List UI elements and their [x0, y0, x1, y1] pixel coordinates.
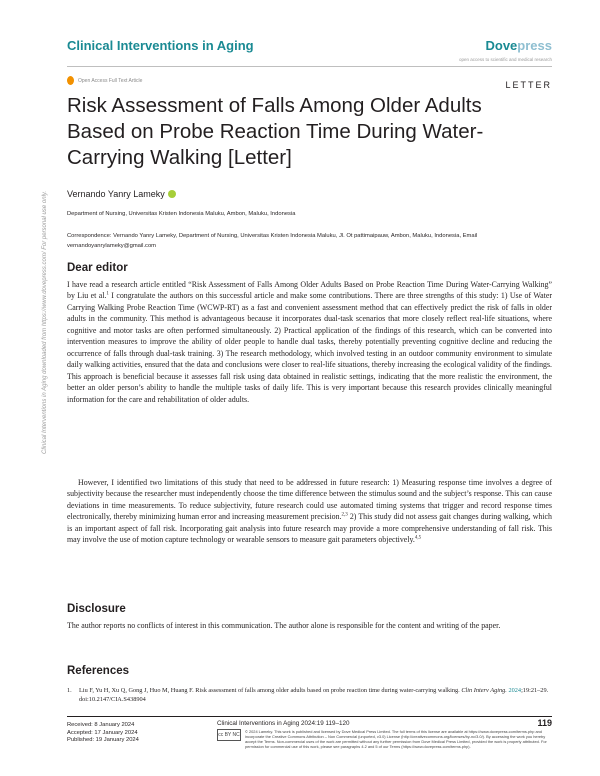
- author-line: [67, 189, 176, 199]
- published-date: Published: 19 January 2024: [67, 737, 139, 743]
- article-type: LETTER: [505, 80, 552, 90]
- p1-text-a: I have read a research article entitled “Risk Assessment of Falls Among Older Adults Based on Probe Reaction Time During Water-Carrying Walking” by Liu et al.: [67, 280, 552, 301]
- disclosure-paragraph: The author reports no conflicts of interest in this communication. The author alone is responsible for the content and writing of the paper.: [67, 621, 501, 630]
- header-divider: [67, 66, 552, 67]
- section-heading-dear-editor: Dear editor: [67, 262, 128, 274]
- citation-4-5[interactable]: 4,5: [414, 535, 422, 541]
- publisher-logo-main: Dove: [485, 38, 518, 53]
- license-block: [217, 729, 552, 749]
- page-number: 119: [537, 718, 552, 728]
- publisher-logo[interactable]: [486, 38, 553, 53]
- publisher-logo-accent: press: [517, 38, 552, 53]
- open-access-badge: [67, 76, 142, 85]
- journal-name[interactable]: Clinical Interventions in Aging: [67, 38, 254, 53]
- section-heading-references: References: [67, 665, 130, 677]
- reference-text: [79, 686, 552, 704]
- reference-number: 1.: [67, 687, 72, 694]
- p2-text-b: 2) This study did not assess gait changes during walking, which is an important aspect of fall risk. Incorporating gait analysis into future research may provide a more comprehensive understanding of fall risk. This may involve the use of motion capture technology or wearable sensors to measure gait parameters objectively.: [67, 512, 553, 545]
- citation-2-3[interactable]: 2,3: [341, 512, 348, 518]
- reference-journal: Clin Interv Aging.: [461, 687, 507, 694]
- reference-authors-title: Liu F, Yu H, Xu Q, Gong J, Huo M, Huang F. Risk assessment of falls among older adults based on probe reaction time during water-carrying walking.: [79, 687, 460, 694]
- affiliation: Department of Nursing, Universitas Kristen Indonesia Maluku, Ambon, Maluku, Indonesia: [67, 211, 296, 217]
- open-access-label: Open Access Full Text Article: [78, 77, 143, 84]
- reference-item: [67, 686, 552, 704]
- footer-divider: [67, 716, 552, 717]
- body-paragraph-1: [67, 279, 552, 405]
- publisher-tagline: open access to scientific and medical research: [458, 57, 552, 62]
- body-paragraph-2: [67, 477, 552, 546]
- reference-link[interactable]: 2024: [508, 687, 522, 694]
- open-access-lock-icon: [67, 76, 74, 85]
- download-watermark: [28, 190, 50, 456]
- article-title: Risk Assessment of Falls Among Older Adults Based on Probe Reaction Time During Water-Carrying Walking [Letter]: [67, 94, 484, 169]
- author-name[interactable]: Vernando Yanry Lameky: [67, 189, 165, 199]
- reference-details: ;19:21–29. doi:10.2147/CIA.S438904: [79, 687, 549, 703]
- footer-journal-line: Clinical Interventions in Aging 2024:19 119–120: [217, 720, 350, 727]
- accepted-date: Accepted: 17 January 2024: [67, 729, 138, 736]
- received-date: Received: 8 January 2024: [67, 722, 135, 728]
- orcid-icon[interactable]: [168, 190, 176, 198]
- license-text: © 2024 Lameky. This work is published and licensed by Dove Medical Press Limited. The full terms of this license are available at https://www.dovepress.com/terms.php and incorporate the Creative Commons Attribution – Non Commercial (unported, v3.0) License (http://creativecommons.org/licenses/by-nc/3.0/). By accessing the work you hereby accept the Terms. Non-commercial uses of the work are permitted without any further permission from Dove Medical Press Limited, provided the work is properly attributed. For permission for commercial use of this work, please see paragraphs 4.2 and 5 of our Terms (https://www.dovepress.com/terms.php).: [245, 729, 547, 749]
- p1-text-b: I congratulate the authors on this successful article and make some contributions. There are three strengths of this study: 1) Use of Water Carrying Walking Probe Reaction Time (WCWP-RT) as a fast and convenient assessment method that can effectively predict the risk of falls in older adults in the community. This method is advantageous because it incorporates dual-task scenarios that more closely reflect real-life situations, where cognitive and motor tasks are often performed simultaneously. 2) Practical application of the findings of this research, which can be converted into intervention measures to improve the ability of older people to handle dual tasks, thereby potentially preventing cognitive decline and reducing the occurrence of falls through dual-task training. 3) The research methodology, which involved testing in an outdoor community environment to simulate daily walking activities, ensured that the data and conclusions were closer to real-life situations, thereby increasing the ecological validity of the findings. This approach is beneficial because it assesses fall risk using data obtained in realistic settings, indicating that the more realistic the environment, the better an older person’s ability to handle the multiple tasks of daily life. This is very important because this research provides clinically meaningful information for the care and rehabilitation of older adults.: [67, 291, 552, 404]
- citation-1[interactable]: 1: [106, 291, 109, 297]
- p2-text-a: However, I identified two limitations of this study that need to be addressed in future research: 1) Measuring response time involves a degree of subjectivity because the researcher must independently choose the time difference between the stimulus sound and the subject’s response. This can cause deviations in time measurements. To reduce subjectivity, future research could use automated timing systems that trigger and record response times electronically, thereby minimizing human error and increasing measurement precision.: [67, 478, 552, 522]
- download-watermark-text: Clinical Interventions in Aging downloaded from https://www.dovepress.com/ For personal use only.: [42, 190, 48, 454]
- creative-commons-icon[interactable]: cc BY NC: [217, 729, 241, 741]
- section-heading-disclosure: Disclosure: [67, 603, 126, 615]
- correspondence: Correspondence: Vernando Yanry Lameky, Department of Nursing, Universitas Kristen Indonesia Maluku, Jl. Ot pattimaipauw, Ambon, Maluku, Indonesia, Email vernandoyanrylameky@gmail.com: [67, 233, 478, 249]
- publication-dates: [67, 722, 139, 745]
